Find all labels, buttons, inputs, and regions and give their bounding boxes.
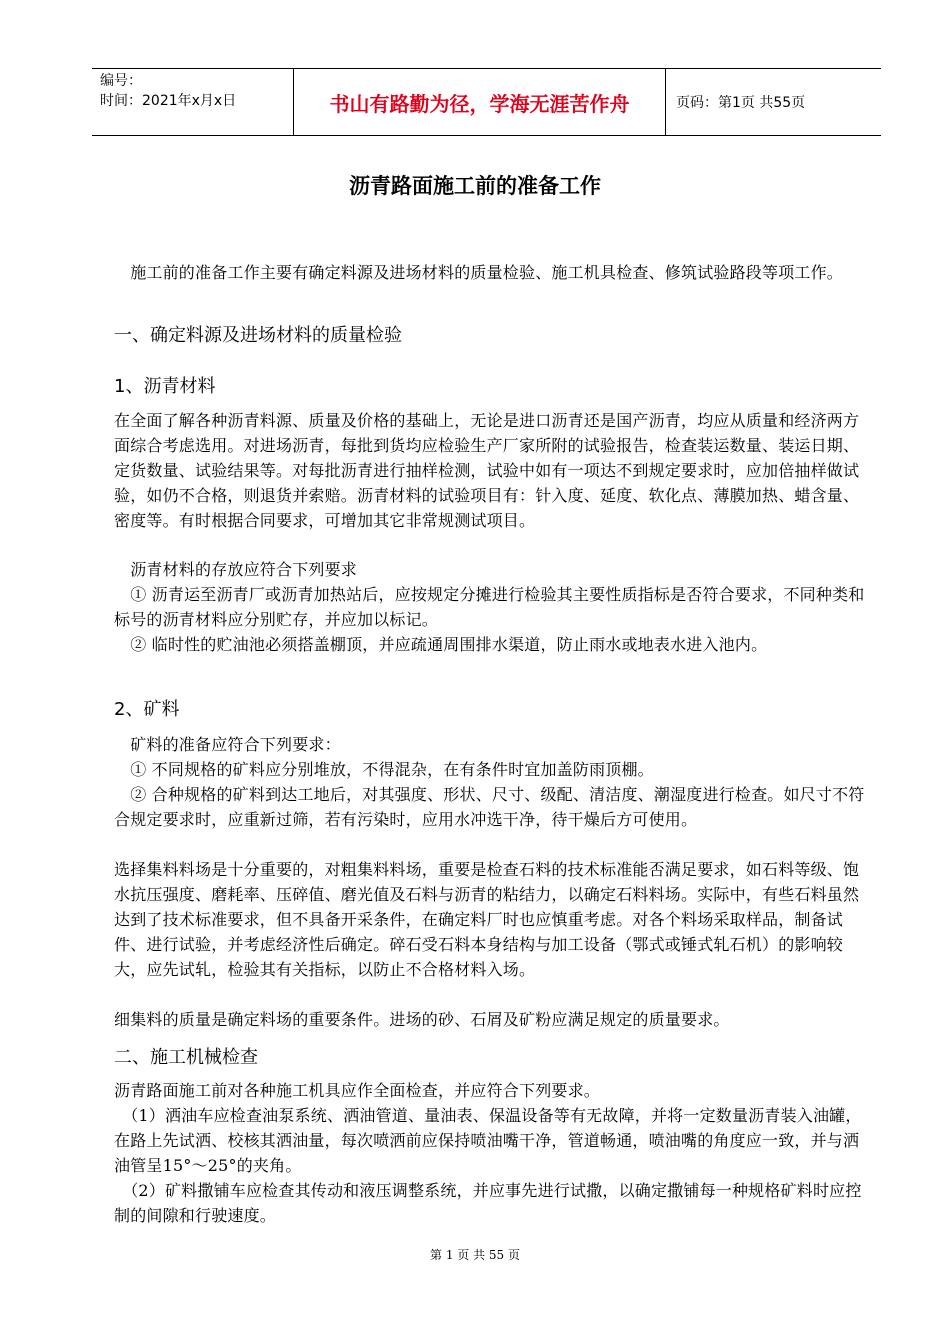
machinery-paragraph-2: （1）洒油车应检查油泵系统、洒油管道、量油表、保温设备等有无故障，并将一定数量沥青装入油罐，在路上先试洒、校核其洒油量，每次喷洒前应保持喷油嘴干净，管道畅通，喷油嘴的角度应一致，并与洒油管呈15°～25°的夹角。: [114, 1106, 862, 1175]
asphalt-paragraph-3: ① 沥青运至沥青厂或沥青加热站后，应按规定分摊进行检验其主要性质指标是否符合要求，不同种类和标号的沥青材料应分别贮存，并应加以标记。: [114, 585, 865, 629]
header-page-label: 页码：第1页 共55页: [676, 95, 806, 111]
machinery-paragraph-1: 沥青路面施工前对各种施工机具应作全面检查，并应符合下列要求。: [114, 1081, 601, 1100]
subsection-1-heading: 1、沥青材料: [114, 376, 216, 397]
header-motto: 书山有路勤为径，学海无涯苦作舟: [293, 69, 666, 135]
machinery-paragraph-3: （2）矿料撒铺车应检查其传动和液压调整系统，并应事先进行试撒，以确定撒铺每一种规格矿料时应控制的间隙和行驶速度。: [114, 1181, 862, 1225]
aggregate-paragraph-1: 矿料的准备应符合下列要求：: [114, 735, 341, 754]
asphalt-paragraph-2: 沥青材料的存放应符合下列要求: [114, 560, 358, 579]
aggregate-paragraph-5: 细集料的质量是确定料场的重要条件。进场的砂、石屑及矿粉应满足规定的质量要求。: [114, 1010, 730, 1029]
asphalt-paragraph-4: ② 临时性的贮油池必须搭盖棚顶，并应疏通周围排水渠道，防止雨水或地表水进入池内。: [114, 635, 768, 654]
asphalt-paragraph-1: 在全面了解各种沥青料源、质量及价格的基础上，无论是进口沥青还是国产沥青，均应从质量和经济两方面综合考虑选用。对进场沥青，每批到货均应检验生产厂家所附的试验报告，检查装运数量、装运日期、定货数量、试验结果等。对每批沥青进行抽样检测，试验中如有一项达不到规定要求时，应加倍抽样做试验，如仍不合格，则退货并索赔。沥青材料的试验项目有：针入度、延度、软化点、薄膜加热、蜡含量、密度等。有时根据合同要求，可增加其它非常规测试项目。: [114, 411, 860, 530]
page-footer: 第 1 页 共 55 页: [430, 1248, 520, 1262]
aggregate-paragraph-3: ② 合种规格的矿料到达工地后，对其强度、形状、尺寸、级配、清洁度、潮湿度进行检查。如尺寸不符合规定要求时，应重新过筛，若有污染时，应用水冲选干净，待干燥后方可使用。: [114, 785, 865, 829]
subsection-2-heading: 2、矿料: [114, 699, 180, 720]
aggregate-paragraph-2: ① 不同规格的矿料应分别堆放，不得混杂，在有条件时宜加盖防雨顶棚。: [114, 760, 654, 779]
section-1-heading: 一、确定料源及进场材料的质量检验: [114, 325, 402, 346]
document-header-table: [92, 68, 881, 136]
aggregate-paragraph-4: 选择集料料场是十分重要的，对粗集料料场，重要是检查石料的技术标准能否满足要求，如石料等级、饱水抗压强度、磨耗率、压碎值、磨光值及石料与沥青的粘结力，以确定石料料场。实际中，有些石料虽然达到了技术标准要求，但不具备开采条件，在确定料厂时也应慎重考虑。对各个料场采取样品，制备试件、进行试验，并考虑经济性后确定。碎石受石料本身结构与加工设备（鄂式或锤式轧石机）的影响较大，应先试轧，检验其有关指标，以防止不合格材料入场。: [114, 860, 860, 979]
document-title: 沥青路面施工前的准备工作: [349, 174, 601, 198]
number-label: 编号：: [100, 73, 142, 89]
intro-paragraph: 施工前的准备工作主要有确定料源及进场材料的质量检验、施工机具检查、修筑试验路段等项工作。: [114, 263, 844, 282]
section-2-heading: 二、施工机械检查: [114, 1047, 258, 1068]
time-line: 时间：2021年x月x日: [100, 93, 237, 109]
header-meta-cell: [92, 69, 293, 135]
